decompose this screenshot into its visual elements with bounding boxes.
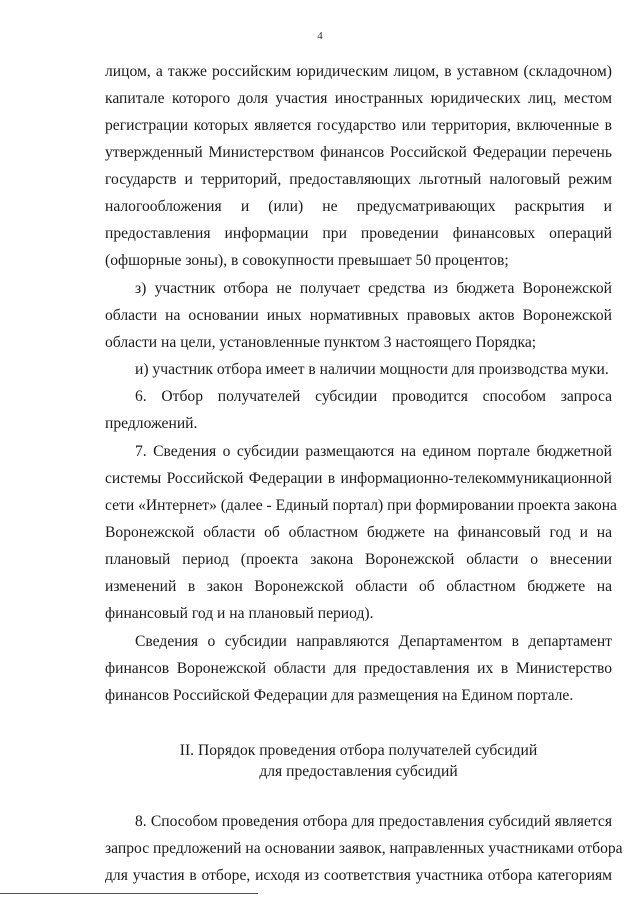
text-line: области на основании иных нормативных правовых актов Воронежской [105,307,612,324]
text-line: (офшорные зоны), в совокупности превышает 50 процентов; [105,252,509,269]
text-line: 7. Сведения о субсидии размещаются на едином портале бюджетной [135,443,612,460]
text-line: для участия в отборе, исходя из соответствия участника отбора категориям [105,867,612,884]
section-heading: для предоставления субсидий [259,763,458,780]
text-line: налогообложения и (или) не предусматривающих раскрытия и [105,198,612,215]
section-heading: II. Порядок проведения отбора получателей субсидий [179,742,538,759]
text-line: сети «Интернет» (далее - Единый портал) при формировании проекта закона [105,497,617,514]
text-line: области на цели, установленные пунктом 3 настоящего Порядка; [105,334,537,351]
text-line: изменений в закон Воронежской области об областном бюджете на [105,578,612,595]
text-line: финансов Российской Федерации для размещения на Едином портале. [105,687,574,704]
text-line: 8. Способом проведения отбора для предоставления субсидий является [135,813,612,830]
page-number: 4 [317,30,323,42]
text-line: государств и территорий, предоставляющих льготный налоговый режим [105,171,612,188]
text-line: лицом, а также российским юридическим лицом, в уставном (складочном) [105,63,612,80]
text-line: системы Российской Федерации в информационно-телекоммуникационной [105,470,612,487]
footer-divider [0,893,258,894]
text-line: предоставления информации при проведении финансовых операций [105,225,612,242]
text-line: Сведения о субсидии направляются Департаментом в департамент [135,633,612,650]
text-line: финансовый год и на плановый период). [105,605,374,622]
text-line: 6. Отбор получателей субсидии проводится способом запроса [135,388,612,405]
text-line: утвержденный Министерством финансов Российской Федерации перечень [105,144,612,161]
text-line: и) участник отбора имеет в наличии мощности для производства муки. [135,361,609,378]
text-line: финансов Воронежской области для предоставления их в Министерство [105,660,612,677]
text-line: плановый период (проекта закона Воронежской области о внесении [105,551,612,568]
text-line: регистрации которых является государство или территория, включенные в [105,117,612,134]
text-line: з) участник отбора не получает средства из бюджета Воронежской [135,280,612,297]
text-line: предложений. [105,415,198,432]
text-line: запрос предложений на основании заявок, направленных участниками отбора [105,840,623,857]
text-line: Воронежской области об областном бюджете на финансовый год и на [105,524,612,541]
text-line: капитале которого доля участия иностранных юридических лиц, местом [105,90,612,107]
